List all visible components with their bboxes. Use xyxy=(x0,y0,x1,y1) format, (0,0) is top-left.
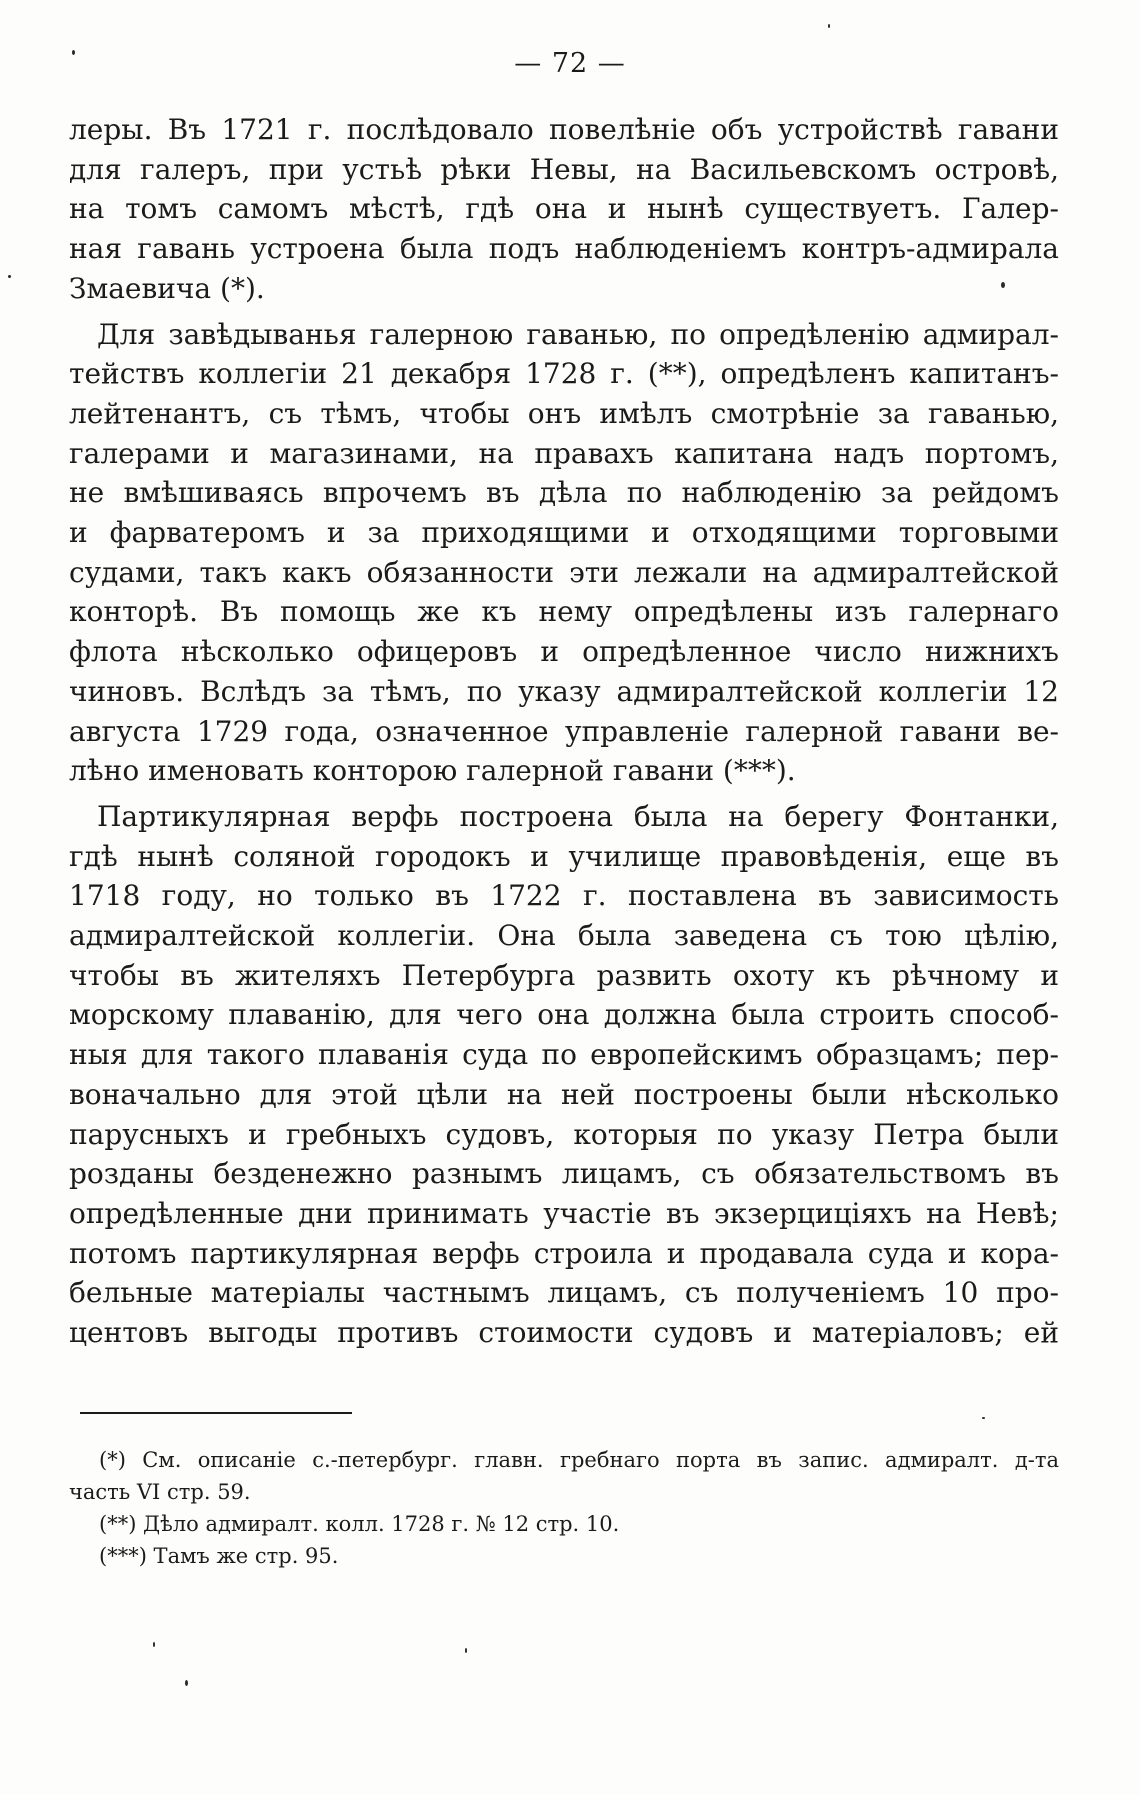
scan-speck xyxy=(828,24,830,28)
footnote-1: (*) См. описаніе с.-петербург. главн. гребнаго порта въ запис. адмиралт. д-та xyxy=(99,1448,1059,1472)
text-line: потомъ партикулярная верфь строила и продавала суда и кора- xyxy=(69,1236,1059,1270)
paragraph-3 xyxy=(69,797,1059,1353)
scan-speck xyxy=(465,1648,467,1653)
footnote-1-continuation: часть VI стр. 59. xyxy=(69,1480,251,1504)
text-line: воначально для этой цѣли на ней построены были нѣсколько xyxy=(69,1077,1059,1111)
text-line: судами, такъ какъ обязанности эти лежали на адмиралтейской xyxy=(69,555,1059,589)
scan-speck xyxy=(1001,282,1005,288)
scan-speck xyxy=(72,50,75,55)
text-line: и фарватеромъ и за приходящими и отходящими торговыми xyxy=(69,516,1059,550)
text-line: тействъ коллегіи 21 декабря 1728 г. (**), опредѣленъ капитанъ- xyxy=(69,357,1059,391)
paragraph-2 xyxy=(69,315,1059,791)
text-line: для галеръ, при устьѣ рѣки Невы, на Васильевскомъ островѣ, xyxy=(69,152,1059,186)
text-line: гдѣ нынѣ соляной городокъ и училище правовѣденія, еще въ xyxy=(69,839,1059,873)
text-line: ныя для такого плаванія суда по европейскимъ образцамъ; пер- xyxy=(69,1038,1059,1072)
footnote-rule xyxy=(80,1412,352,1414)
text-line: центовъ выгоды противъ стоимости судовъ и матеріаловъ; ей xyxy=(69,1316,1059,1350)
text-line: чиновъ. Вслѣдъ за тѣмъ, по указу адмиралтейской коллегіи 12 xyxy=(69,674,1059,708)
text-line: бельные матеріалы частнымъ лицамъ, съ полученіемъ 10 про- xyxy=(69,1276,1059,1310)
text-line: галерами и магазинами, на правахъ капитана надъ портомъ, xyxy=(69,436,1059,470)
scan-speck xyxy=(185,1680,188,1686)
page-number: — 72 — xyxy=(514,48,626,79)
text-line: чтобы въ жителяхъ Петербурга развить охоту къ рѣчному и xyxy=(69,958,1059,992)
body-text xyxy=(69,110,1059,1359)
text-line: 1718 году, но только въ 1722 г. поставлена въ зависимость xyxy=(69,879,1059,913)
footnote-2: (**) Дѣло адмиралт. колл. 1728 г. № 12 стр. 10. xyxy=(99,1512,620,1536)
text-line: морскому плаванію, для чего она должна была строить способ- xyxy=(69,998,1059,1032)
scan-speck xyxy=(153,1642,155,1647)
footnote-3: (***) Тамъ же стр. 95. xyxy=(99,1544,339,1568)
text-line: флота нѣсколько офицеровъ и опредѣленное число нижнихъ xyxy=(69,635,1059,669)
text-line: августа 1729 года, означенное управленіе галерной гавани ве- xyxy=(69,714,1059,748)
text-line: парусныхъ и гребныхъ судовъ, которыя по указу Петра были xyxy=(69,1117,1059,1151)
text-line: лейтенантъ, съ тѣмъ, чтобы онъ имѣлъ смотрѣніе за гаванью, xyxy=(69,396,1059,430)
text-line: лѣно именовать конторою галерной гавани (***). xyxy=(69,754,796,788)
text-line: розданы безденежно разнымъ лицамъ, съ обязательствомъ въ xyxy=(69,1157,1059,1191)
footnotes xyxy=(69,1444,1059,1572)
text-line: Змаевича (*). xyxy=(69,271,265,305)
paragraph-1 xyxy=(69,110,1059,309)
text-line: опредѣленные дни принимать участіе въ экзерциціяхъ на Невѣ; xyxy=(69,1196,1059,1230)
text-line: не вмѣшиваясь впрочемъ въ дѣла по наблюденію за рейдомъ xyxy=(69,476,1059,510)
text-line: Для завѣдыванья галерною гаванью, по опредѣленію адмирал- xyxy=(97,317,1059,351)
text-line: конторѣ. Въ помощь же къ нему опредѣлены изъ галернаго xyxy=(69,595,1059,629)
text-line: адмиралтейской коллегіи. Она была заведена съ тою цѣлію, xyxy=(69,919,1059,953)
text-line: ная гавань устроена была подъ наблюденіемъ контръ-адмирала xyxy=(69,232,1059,266)
scan-speck xyxy=(8,275,11,278)
text-line: Партикулярная верфь построена была на берегу Фонтанки, xyxy=(97,799,1059,833)
text-line: на томъ самомъ мѣстѣ, гдѣ она и нынѣ существуетъ. Галер- xyxy=(69,192,1059,226)
text-line: леры. Въ 1721 г. послѣдовало повелѣніе объ устройствѣ гавани xyxy=(69,113,1059,146)
scan-speck xyxy=(982,1417,985,1419)
